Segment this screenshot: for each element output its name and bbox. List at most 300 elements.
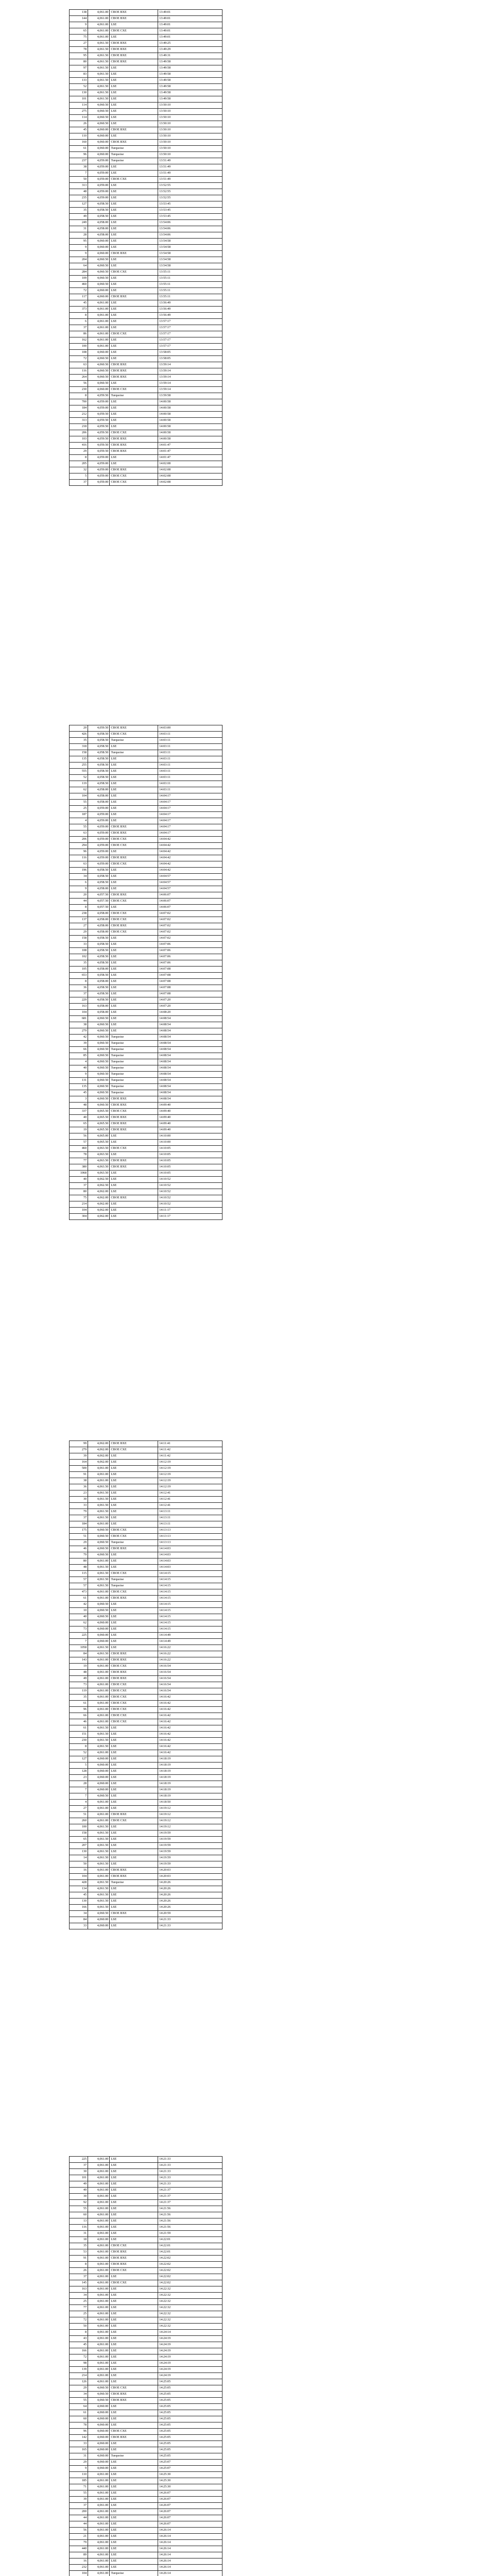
- time-cell: 14:10:05: [158, 1171, 222, 1177]
- time-cell: 14:22:32: [158, 2317, 222, 2324]
- price-cell: 4,065.50: [88, 1121, 110, 1127]
- table-row: [70, 362, 222, 368]
- time-cell: 14:19:12: [158, 1818, 222, 1824]
- time-cell: 13:50:10: [158, 133, 222, 140]
- time-cell: 13:59:14: [158, 368, 222, 375]
- table-row: [70, 195, 222, 201]
- venue-cell: LSE: [110, 226, 158, 232]
- venue-cell: LSE: [110, 812, 158, 818]
- price-cell: 4,061.50: [88, 1744, 110, 1750]
- venue-cell: LSE: [110, 2373, 158, 2379]
- table-row: [70, 1059, 222, 1065]
- qty-cell: 56: [70, 381, 88, 387]
- table-row: [70, 1534, 222, 1540]
- table-row: [70, 1140, 222, 1146]
- venue-cell: LSE: [110, 72, 158, 78]
- time-cell: 14:20:26: [158, 1905, 222, 1911]
- qty-cell: 40: [70, 1177, 88, 1183]
- table-row: [70, 744, 222, 750]
- qty-cell: 225: [70, 1633, 88, 1639]
- venue-cell: LSE: [110, 2274, 158, 2280]
- venue-cell: LSE: [110, 787, 158, 793]
- venue-cell: CBOE BXE: [110, 1115, 158, 1121]
- qty-cell: 61: [70, 1701, 88, 1707]
- price-cell: 4,062.00: [88, 1201, 110, 1208]
- venue-cell: LSE: [110, 2379, 158, 2385]
- table-row: [70, 2435, 222, 2441]
- qty-cell: 4: [70, 1059, 88, 1065]
- venue-cell: CBOE BXE: [110, 1546, 158, 1552]
- venue-cell: LSE: [110, 356, 158, 362]
- qty-cell: 55: [70, 800, 88, 806]
- table-row: [70, 2317, 222, 2324]
- table-row: [70, 837, 222, 843]
- price-cell: 4,060.50: [88, 1528, 110, 1534]
- time-cell: 14:04:57: [158, 880, 222, 886]
- table-row: [70, 2447, 222, 2453]
- qty-cell: 61: [70, 2410, 88, 2416]
- qty-cell: 555: [70, 769, 88, 775]
- price-cell: 4,061.00: [88, 1478, 110, 1484]
- price-cell: 4,060.00: [88, 1787, 110, 1793]
- qty-cell: 164: [70, 1460, 88, 1466]
- table-row: [70, 2497, 222, 2503]
- price-cell: 4,058.00: [88, 226, 110, 232]
- qty-cell: 75: [70, 1195, 88, 1201]
- venue-cell: LSE: [110, 2200, 158, 2206]
- qty-cell: 279: [70, 1028, 88, 1035]
- price-cell: 4,058.50: [88, 201, 110, 208]
- time-cell: 14:20:26: [158, 1899, 222, 1905]
- table-row: [70, 1849, 222, 1855]
- table-row: [70, 78, 222, 84]
- venue-cell: LSE: [110, 818, 158, 824]
- time-cell: 14:25:05: [158, 2392, 222, 2398]
- price-cell: 4,063.50: [88, 1146, 110, 1152]
- venue-cell: Turquoise: [110, 1078, 158, 1084]
- table-row: [70, 1214, 222, 1220]
- time-cell: 14:08:54: [158, 1053, 222, 1059]
- qty-cell: 79: [70, 1552, 88, 1558]
- table-row: [70, 923, 222, 929]
- qty-cell: 33: [70, 1923, 88, 1929]
- qty-cell: 38: [70, 1478, 88, 1484]
- price-cell: 4,058.00: [88, 929, 110, 936]
- time-cell: 14:24:19: [158, 2361, 222, 2367]
- venue-cell: CBOE CXE: [110, 1713, 158, 1719]
- qty-cell: 117: [70, 294, 88, 300]
- time-cell: 14:10:52: [158, 1195, 222, 1201]
- table-row: [70, 1152, 222, 1158]
- time-cell: 14:09:40: [158, 1115, 222, 1121]
- table-row: [70, 1899, 222, 1905]
- price-cell: 4,060.50: [88, 103, 110, 109]
- qty-cell: 114: [70, 115, 88, 121]
- table-row: [70, 1620, 222, 1626]
- qty-cell: 235: [70, 195, 88, 201]
- venue-cell: CBOE CXE: [110, 1571, 158, 1577]
- qty-cell: 63: [70, 362, 88, 368]
- qty-cell: 48: [70, 1103, 88, 1109]
- venue-cell: LSE: [110, 2293, 158, 2299]
- price-cell: 4,060.50: [88, 1078, 110, 1084]
- venue-cell: CBOE BXE: [110, 824, 158, 831]
- price-cell: 4,060.50: [88, 1534, 110, 1540]
- table-row: [70, 2410, 222, 2416]
- qty-cell: 50: [70, 2324, 88, 2330]
- price-cell: 4,061.00: [88, 2237, 110, 2243]
- table-row: [70, 1090, 222, 1096]
- venue-cell: LSE: [110, 1732, 158, 1738]
- price-cell: 4,061.50: [88, 1565, 110, 1571]
- time-cell: 13:58:05: [158, 356, 222, 362]
- qty-cell: 29: [70, 449, 88, 455]
- table-row: [70, 158, 222, 164]
- venue-cell: LSE: [110, 1503, 158, 1509]
- table-row: [70, 2169, 222, 2175]
- qty-cell: 143: [70, 1657, 88, 1664]
- venue-cell: LSE: [110, 2509, 158, 2515]
- price-cell: 4,060.50: [88, 282, 110, 288]
- table-row: [70, 2404, 222, 2410]
- table-row: [70, 2571, 222, 2576]
- table-row: [70, 2385, 222, 2392]
- qty-cell: 72: [70, 2354, 88, 2361]
- qty-cell: 25: [70, 2311, 88, 2317]
- table-row: [70, 1831, 222, 1837]
- venue-cell: LSE: [110, 1744, 158, 1750]
- qty-cell: 9: [70, 1072, 88, 1078]
- price-cell: 4,059.00: [88, 812, 110, 818]
- venue-cell: LSE: [110, 1614, 158, 1620]
- table-row: [70, 381, 222, 387]
- time-cell: 14:09:40: [158, 1103, 222, 1109]
- price-cell: 4,057.50: [88, 892, 110, 899]
- venue-cell: LSE: [110, 1769, 158, 1775]
- time-cell: 14:12:19: [158, 1472, 222, 1478]
- table-row: [70, 985, 222, 991]
- price-cell: 4,060.00: [88, 2453, 110, 2460]
- qty-cell: 65: [70, 1121, 88, 1127]
- qty-cell: 249: [70, 220, 88, 226]
- table-row: [70, 418, 222, 424]
- table-row: [70, 2218, 222, 2225]
- price-cell: 4,062.50: [88, 1177, 110, 1183]
- time-cell: 14:16:42: [158, 1713, 222, 1719]
- qty-cell: 7: [70, 171, 88, 177]
- table-row: [70, 1688, 222, 1694]
- qty-cell: 78: [70, 47, 88, 53]
- qty-cell: 38: [70, 164, 88, 171]
- time-cell: 14:12:41: [158, 1490, 222, 1497]
- table-row: [70, 2280, 222, 2286]
- price-cell: 4,061.00: [88, 1818, 110, 1824]
- table-row: [70, 1583, 222, 1589]
- time-cell: 14:12:41: [158, 1503, 222, 1509]
- qty-cell: 35: [70, 208, 88, 214]
- time-cell: 14:14:03: [158, 1558, 222, 1565]
- table-row: [70, 2466, 222, 2472]
- venue-cell: LSE: [110, 1855, 158, 1861]
- price-cell: 4,061.50: [88, 1645, 110, 1651]
- time-cell: 14:00:58: [158, 412, 222, 418]
- qty-cell: 52: [70, 775, 88, 781]
- qty-cell: 8: [70, 2330, 88, 2336]
- table-row: [70, 473, 222, 480]
- time-cell: 14:03:11: [158, 738, 222, 744]
- price-cell: 4,060.50: [88, 276, 110, 282]
- qty-cell: 66: [70, 1047, 88, 1053]
- price-cell: 4,061.00: [88, 2163, 110, 2169]
- venue-cell: CBOE BXE: [110, 725, 158, 732]
- time-cell: 14:00:58: [158, 430, 222, 436]
- price-cell: 4,061.00: [88, 1868, 110, 1874]
- venue-cell: LSE: [110, 1490, 158, 1497]
- qty-cell: 137: [70, 917, 88, 923]
- time-cell: 14:08:54: [158, 1047, 222, 1053]
- time-cell: 14:10:05: [158, 1164, 222, 1171]
- qty-cell: 49: [70, 2188, 88, 2194]
- time-cell: 14:12:19: [158, 1478, 222, 1484]
- time-cell: 14:14:15: [158, 1620, 222, 1626]
- time-cell: 14:04:57: [158, 886, 222, 892]
- price-cell: 4,061.00: [88, 2361, 110, 2367]
- table-row: [70, 1115, 222, 1121]
- price-cell: 4,061.00: [88, 35, 110, 41]
- table-row: [70, 41, 222, 47]
- time-cell: 14:10:05: [158, 1158, 222, 1164]
- venue-cell: LSE: [110, 1497, 158, 1503]
- table-row: [70, 2311, 222, 2317]
- venue-cell: LSE: [110, 282, 158, 288]
- table-row: [70, 269, 222, 276]
- venue-cell: LSE: [110, 1602, 158, 1608]
- qty-cell: 131: [70, 1078, 88, 1084]
- venue-cell: LSE: [110, 2188, 158, 2194]
- price-cell: 4,061.50: [88, 1490, 110, 1497]
- venue-cell: LSE: [110, 1787, 158, 1793]
- time-cell: 13:53:45: [158, 208, 222, 214]
- table-row: [70, 1633, 222, 1639]
- qty-cell: 78: [70, 1152, 88, 1158]
- qty-cell: 1068: [70, 1171, 88, 1177]
- table-row: [70, 1664, 222, 1670]
- time-cell: 14:07:02: [158, 929, 222, 936]
- table-row: [70, 1626, 222, 1633]
- time-cell: 13:53:45: [158, 214, 222, 220]
- venue-cell: Turquoise: [110, 1041, 158, 1047]
- qty-cell: 60: [70, 2212, 88, 2218]
- qty-cell: 48: [70, 1565, 88, 1571]
- table-row: [70, 1565, 222, 1571]
- venue-cell: LSE: [110, 35, 158, 41]
- qty-cell: 45: [70, 1892, 88, 1899]
- qty-cell: 5: [70, 473, 88, 480]
- time-cell: 14:03:11: [158, 787, 222, 793]
- venue-cell: LSE: [110, 1824, 158, 1831]
- price-cell: 4,061.00: [88, 2552, 110, 2558]
- price-cell: 4,060.50: [88, 2398, 110, 2404]
- price-cell: 4,061.50: [88, 1837, 110, 1843]
- qty-cell: 102: [70, 954, 88, 960]
- time-cell: 14:14:49: [158, 1639, 222, 1645]
- qty-cell: 9: [70, 22, 88, 28]
- venue-cell: LSE: [110, 1509, 158, 1515]
- price-cell: 4,061.00: [88, 2571, 110, 2576]
- qty-cell: 73: [70, 1682, 88, 1688]
- qty-cell: 77: [70, 2305, 88, 2311]
- qty-cell: 500: [70, 1466, 88, 1472]
- venue-cell: CBOE CXE: [110, 331, 158, 337]
- table-row: [70, 1158, 222, 1164]
- qty-cell: 92: [70, 2200, 88, 2206]
- price-cell: 4,061.00: [88, 1688, 110, 1694]
- time-cell: 14:02:08: [158, 461, 222, 467]
- venue-cell: CBOE BXE: [110, 449, 158, 455]
- qty-cell: 43: [70, 2336, 88, 2342]
- price-cell: 4,060.50: [88, 1090, 110, 1096]
- qty-cell: 207: [70, 1843, 88, 1849]
- qty-cell: 37: [70, 991, 88, 997]
- time-cell: 14:21:56: [158, 2218, 222, 2225]
- table-row: [70, 942, 222, 948]
- price-cell: 4,061.50: [88, 1577, 110, 1583]
- price-cell: 4,059.00: [88, 467, 110, 473]
- table-row: [70, 1521, 222, 1528]
- venue-cell: CBOE BXE: [110, 831, 158, 837]
- time-cell: 14:14:03: [158, 1565, 222, 1571]
- table-row: [70, 1917, 222, 1923]
- price-cell: 4,058.50: [88, 973, 110, 979]
- time-cell: 13:56:49: [158, 313, 222, 319]
- venue-cell: LSE: [110, 1793, 158, 1800]
- time-cell: 14:08:54: [158, 1059, 222, 1065]
- time-cell: 14:22:02: [158, 2262, 222, 2268]
- venue-cell: CBOE BXE: [110, 10, 158, 16]
- venue-cell: LSE: [110, 744, 158, 750]
- price-cell: 4,059.50: [88, 424, 110, 430]
- venue-cell: CBOE BXE: [110, 1812, 158, 1818]
- table-row: [70, 282, 222, 288]
- qty-cell: 135: [70, 1084, 88, 1090]
- table-row: [70, 300, 222, 307]
- time-cell: 14:16:42: [158, 1707, 222, 1713]
- price-cell: 4,060.00: [88, 127, 110, 133]
- table-row: [70, 1004, 222, 1010]
- price-cell: 4,063.50: [88, 1152, 110, 1158]
- time-cell: 13:55:11: [158, 282, 222, 288]
- venue-cell: LSE: [110, 973, 158, 979]
- venue-cell: CBOE BXE: [110, 251, 158, 257]
- venue-cell: CBOE BXE: [110, 375, 158, 381]
- qty-cell: 26: [70, 121, 88, 127]
- table-row: [70, 331, 222, 337]
- time-cell: 14:25:05: [158, 2447, 222, 2453]
- price-cell: 4,060.50: [88, 115, 110, 121]
- venue-cell: CBOE BXE: [110, 16, 158, 22]
- venue-cell: LSE: [110, 405, 158, 412]
- time-cell: 14:02:08: [158, 480, 222, 486]
- time-cell: 13:56:49: [158, 307, 222, 313]
- time-cell: 14:16:42: [158, 1725, 222, 1732]
- time-cell: 14:10:00: [158, 1140, 222, 1146]
- qty-cell: 133: [70, 78, 88, 84]
- venue-cell: LSE: [110, 1725, 158, 1732]
- qty-cell: 337: [70, 1109, 88, 1115]
- qty-cell: 29: [70, 1540, 88, 1546]
- qty-cell: 119: [70, 1688, 88, 1694]
- venue-cell: CBOE CXE: [110, 2243, 158, 2249]
- venue-cell: LSE: [110, 2169, 158, 2175]
- price-cell: 4,061.00: [88, 1670, 110, 1676]
- venue-cell: LSE: [110, 2311, 158, 2317]
- time-cell: 13:49:01: [158, 10, 222, 16]
- price-cell: 4,061.50: [88, 1880, 110, 1886]
- price-cell: 4,061.00: [88, 2206, 110, 2212]
- table-row: [70, 732, 222, 738]
- venue-cell: CBOE BXE: [110, 1670, 158, 1676]
- table-row: [70, 855, 222, 861]
- table-row: [70, 917, 222, 923]
- table-row: [70, 2336, 222, 2342]
- venue-cell: LSE: [110, 344, 158, 350]
- time-cell: 14:04:17: [158, 800, 222, 806]
- qty-cell: 8: [70, 2262, 88, 2268]
- qty-cell: 144: [70, 16, 88, 22]
- price-cell: 4,061.00: [88, 325, 110, 331]
- time-cell: 14:19:59: [158, 1837, 222, 1843]
- trade-table-4: [69, 2156, 222, 2576]
- price-cell: 4,061.00: [88, 2330, 110, 2336]
- venue-cell: LSE: [110, 2348, 158, 2354]
- venue-cell: Turquoise: [110, 1053, 158, 1059]
- price-cell: 4,061.00: [88, 2521, 110, 2528]
- table-row: [70, 319, 222, 325]
- venue-cell: CBOE CXE: [110, 269, 158, 276]
- venue-cell: LSE: [110, 1781, 158, 1787]
- table-row: [70, 1707, 222, 1713]
- table-row: [70, 424, 222, 430]
- venue-cell: Turquoise: [110, 1047, 158, 1053]
- time-cell: 14:22:01: [158, 2237, 222, 2243]
- price-cell: 4,060.50: [88, 1096, 110, 1103]
- venue-cell: LSE: [110, 1478, 158, 1484]
- time-cell: 13:59:14: [158, 381, 222, 387]
- table-row: [70, 1639, 222, 1645]
- venue-cell: LSE: [110, 1453, 158, 1460]
- table-row: [70, 344, 222, 350]
- venue-cell: Turquoise: [110, 146, 158, 152]
- price-cell: 4,061.00: [88, 319, 110, 325]
- time-cell: 14:07:06: [158, 960, 222, 967]
- qty-cell: 126: [70, 2379, 88, 2385]
- time-cell: 14:20:26: [158, 1886, 222, 1892]
- qty-cell: 196: [70, 868, 88, 874]
- qty-cell: 100: [70, 344, 88, 350]
- table-row: [70, 2472, 222, 2478]
- price-cell: 4,061.00: [88, 2558, 110, 2565]
- venue-cell: LSE: [110, 195, 158, 201]
- venue-cell: LSE: [110, 96, 158, 103]
- table-row: [70, 1096, 222, 1103]
- time-cell: 14:22:32: [158, 2299, 222, 2305]
- table-row: [70, 368, 222, 375]
- venue-cell: LSE: [110, 762, 158, 769]
- qty-cell: 99: [70, 1441, 88, 1447]
- venue-cell: LSE: [110, 232, 158, 239]
- time-cell: 14:26:07: [158, 2509, 222, 2515]
- table-row: [70, 1793, 222, 1800]
